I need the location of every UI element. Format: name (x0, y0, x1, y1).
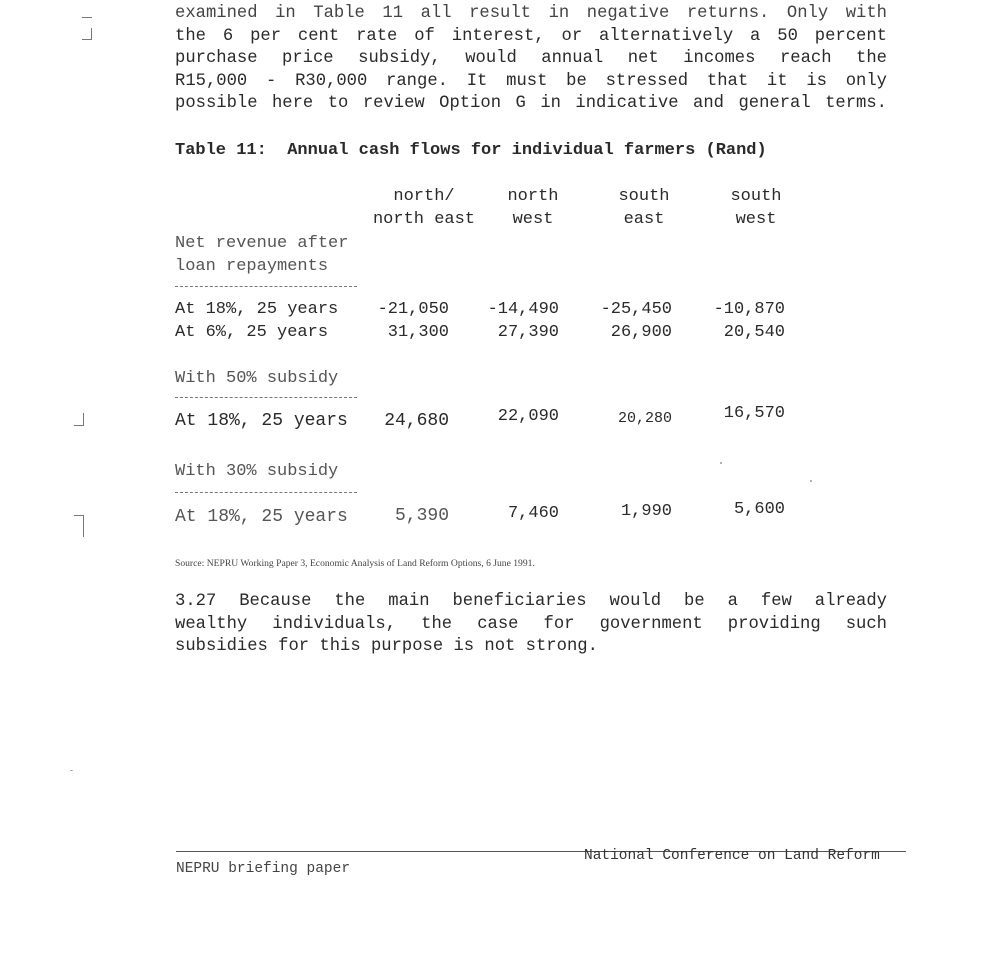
table-cell: 16,570 (723, 404, 785, 423)
column-header: west (735, 210, 777, 229)
table-cell: -10,870 (713, 300, 785, 319)
table-cell: 22,090 (497, 407, 559, 426)
column-header: south (730, 187, 782, 206)
margin-mark (82, 39, 92, 40)
column-header: south (618, 187, 670, 206)
table-cell: 24,680 (384, 411, 449, 431)
paragraph-line: possible here to review Option G in indicative and general terms. (175, 94, 887, 113)
margin-mark (83, 413, 84, 425)
scan-speck (720, 462, 722, 464)
table-cell: 31,300 (387, 323, 449, 342)
column-header: west (512, 210, 554, 229)
paragraph-line: 3.27 Because the main beneficiaries would be a few already (175, 592, 887, 611)
section-heading: With 50% subsidy (175, 369, 339, 388)
table-cell: 20,280 (617, 410, 672, 427)
section-underline (175, 286, 357, 287)
section-heading: With 30% subsidy (175, 462, 339, 481)
section-heading: Net revenue after (175, 234, 349, 253)
paragraph-line: R15,000 - R30,000 range. It must be stressed that it is only (175, 71, 887, 91)
bottom-paragraph (175, 591, 887, 659)
section-underline (175, 492, 357, 493)
table-cell: 20,540 (723, 323, 785, 342)
row-label: At 18%, 25 years (175, 411, 348, 431)
table-caption: Table 11: Annual cash flows for individual farmers (Rand) (175, 141, 767, 160)
row-label: At 18%, 25 years (175, 300, 339, 319)
scan-speck (70, 770, 73, 771)
section-heading: loan repayments (175, 257, 329, 276)
section-underline (175, 397, 357, 398)
table-cell: -14,490 (487, 300, 559, 319)
margin-mark (74, 425, 84, 426)
table-cell: 26,900 (610, 323, 672, 342)
paragraph-line: purchase price subsidy, would annual net incomes reach the (175, 49, 887, 68)
scan-speck (810, 480, 812, 482)
column-header: north (507, 187, 559, 206)
top-paragraph (175, 3, 887, 116)
footer-right: National Conference on Land Reform (584, 848, 880, 864)
table-cell: 5,600 (733, 500, 785, 519)
column-header: east (623, 210, 665, 229)
margin-mark (82, 17, 92, 18)
paragraph-line: subsidies for this purpose is not strong. (175, 637, 598, 656)
row-label: At 18%, 25 years (175, 507, 348, 527)
table-cell: 5,390 (394, 506, 449, 526)
table-source: Source: NEPRU Working Paper 3, Economic Analysis of Land Reform Options, 6 June 1991. (175, 558, 535, 569)
column-header: north/ (393, 187, 455, 206)
table-cell: -21,050 (377, 300, 449, 319)
footer-left: NEPRU briefing paper (176, 861, 351, 877)
paragraph-line: the 6 per cent rate of interest, or alternatively a 50 percent (175, 26, 887, 46)
paragraph-line: examined in Table 11 all result in negative returns. Only with (175, 4, 887, 23)
table-cell: 7,460 (507, 504, 559, 523)
row-label: At 6%, 25 years (175, 323, 329, 342)
margin-mark (83, 515, 84, 537)
table-cell: -25,450 (600, 300, 672, 319)
column-header: north east (372, 210, 476, 229)
table-cell: 27,390 (497, 323, 559, 342)
paragraph-line: wealthy individuals, the case for government providing such (175, 614, 887, 634)
table-cell: 1,990 (620, 502, 672, 521)
